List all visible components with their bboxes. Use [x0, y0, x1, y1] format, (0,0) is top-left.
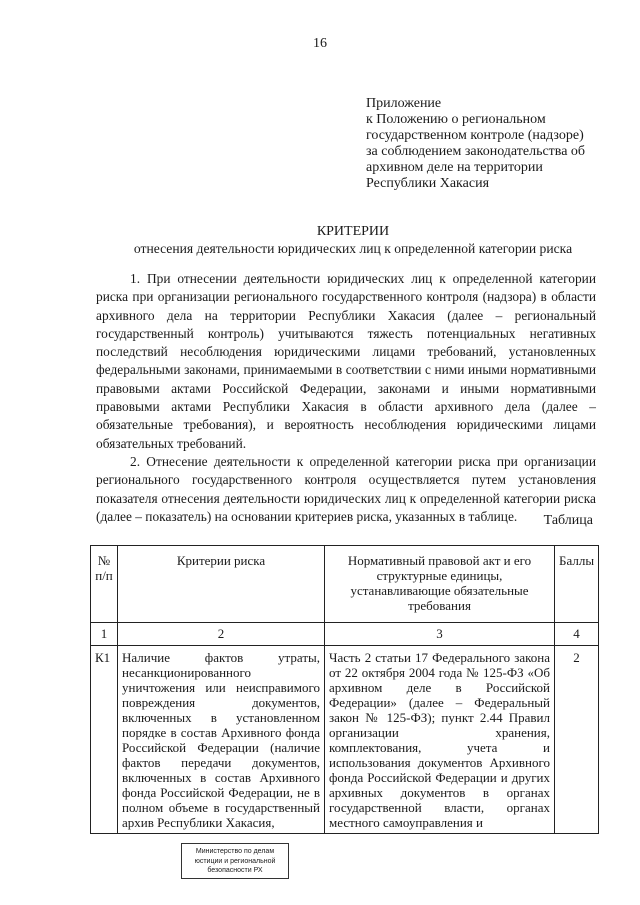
row-criterion: Наличие фактов утраты, несанкционированного уничтожения или неисправимого повреждения документов, включенных в установленном порядке в состав Архивного фонда Российской Федерации (наличие фактов передачи документов, включенных в состав Архивного фонда Российской Федерации, не в полном объеме в государственный архив Республики Хакасия, — [118, 646, 325, 834]
table-row — [91, 646, 599, 834]
row-points: 2 — [555, 646, 599, 834]
paragraph: 1. При отнесении деятельности юридических лиц к определенной категории риска при организации регионального государственного контроля (надзора) в области архивного дела на территории Республики Хакасия (далее – региональный государственный контроль) учитываются тяжесть потенциальных негативных последствий несоблюдения юридическими лицами требований, установленных федеральными законами, принимаемыми в соответствии с ними иными нормативными правовыми актами Российской Федерации, законами и иными нормативными правовыми актами Республики Хакасия в области архивного дела (далее – обязательные требования), и вероятность несоблюдения юридическими лицами обязательных требований. — [96, 271, 596, 451]
header-points: Баллы — [555, 546, 599, 623]
row-id: К1 — [91, 646, 118, 834]
column-number: 1 — [91, 623, 118, 646]
column-number: 2 — [118, 623, 325, 646]
header-number: № п/п — [91, 546, 118, 623]
table-label: Таблица — [543, 513, 593, 528]
page-number: 16 — [313, 36, 327, 51]
stamp-line: юстиции и региональной — [194, 857, 276, 865]
column-number: 3 — [325, 623, 555, 646]
paragraph: 2. Отнесение деятельности к определенной категории риска при организации регионального государственного контроля осуществляется путем установления показателя отнесения деятельности юридических лиц к определенной категории риска (далее – показатель) на основании критериев риска, указанных в таблице. — [96, 453, 596, 524]
appendix-line: архивном деле на территории — [366, 160, 543, 175]
document-title: КРИТЕРИИ — [316, 224, 390, 239]
header-criteria: Критерии риска — [118, 546, 325, 623]
body-text — [96, 270, 596, 526]
appendix-line: к Положению о региональном — [366, 112, 546, 127]
table-header-row — [91, 546, 599, 623]
column-number-row — [91, 623, 599, 646]
stamp-line: Министерство по делам — [195, 848, 275, 855]
criteria-table — [90, 545, 599, 834]
appendix-line: Приложение — [366, 96, 442, 111]
ministry-stamp — [181, 843, 289, 879]
document-subtitle: отнесения деятельности юридических лиц к определенной категории риска — [133, 241, 573, 256]
appendix-line: за соблюдением законодательства об — [366, 144, 586, 159]
column-number: 4 — [555, 623, 599, 646]
header-legal-act: Нормативный правовой акт и его структурные единицы, устанавливающие обязательные требования — [325, 546, 555, 623]
appendix-reference — [366, 96, 626, 192]
appendix-line: Республики Хакасия — [366, 176, 490, 191]
stamp-line: безопасности РХ — [207, 867, 263, 874]
row-legal-act: Часть 2 статьи 17 Федерального закона от 22 октября 2004 года № 125-ФЗ «Об архивном деле в Российской Федерации» (далее – Федеральный закон № 125-ФЗ); пункт 2.44 Правил организации хранения, комплектования, учета и использования документов Архивного фонда Российской Федерации и других архивных документов в органах государственной власти, органах местного самоуправления и — [325, 646, 555, 834]
appendix-line: государственном контроле (надзоре) — [366, 128, 584, 143]
